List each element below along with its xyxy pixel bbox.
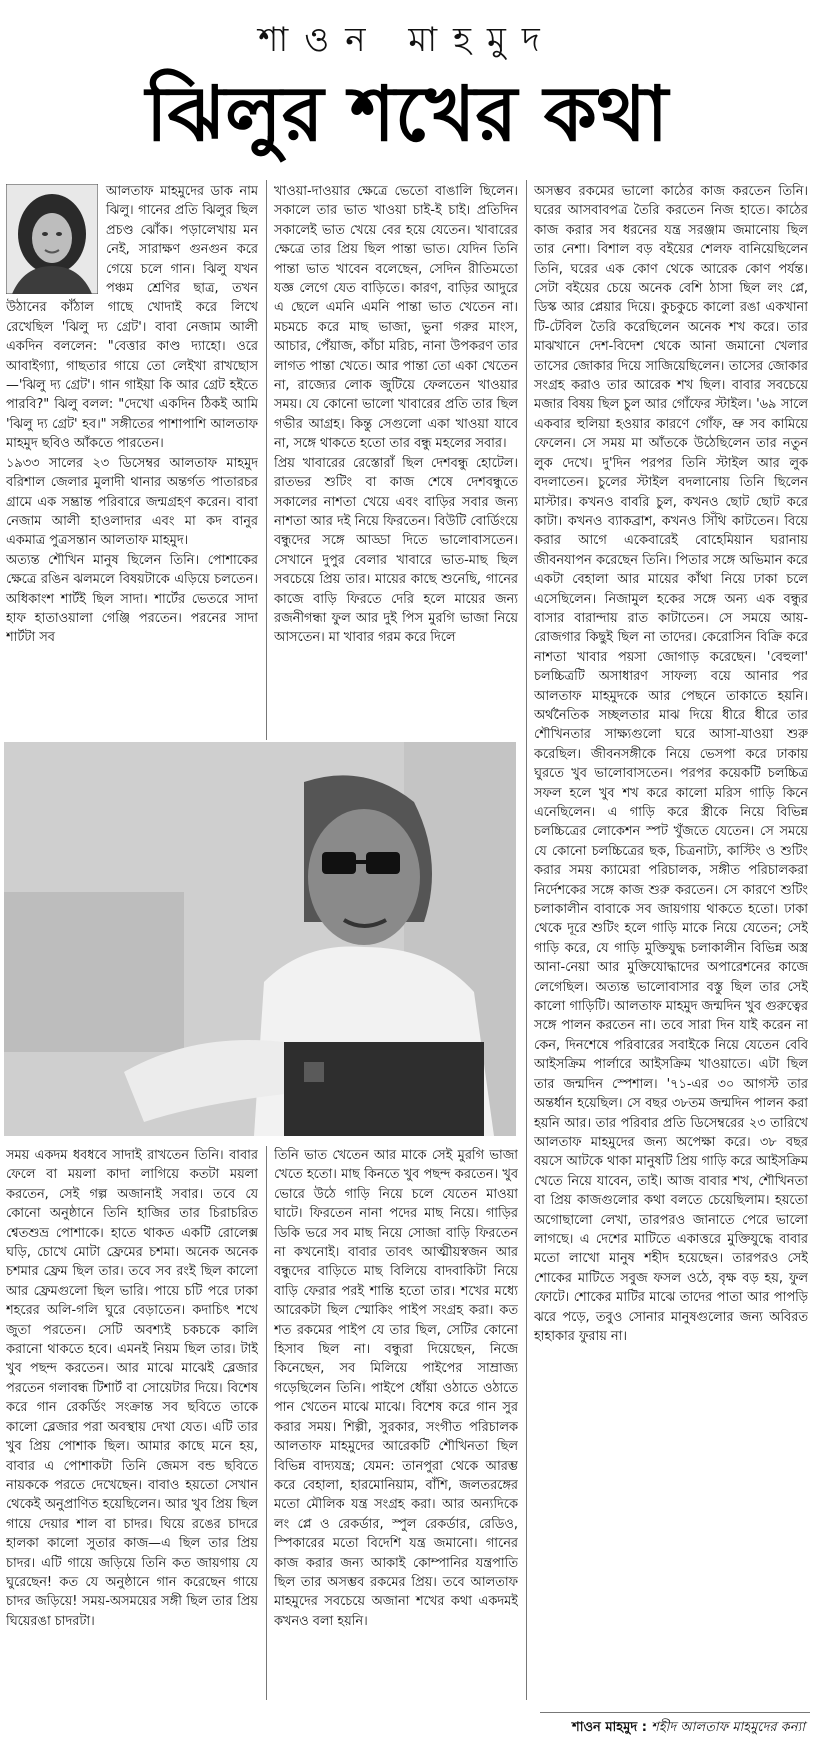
article-title: ঝিলুর শখের কথা: [145, 69, 669, 158]
paragraph: অত্যন্ত শৌখিন মানুষ ছিলেন তিনি। পোশাকের ক্ষেত্রে রঙিন ঝলমলে বিষয়টাকে এড়িয়ে চলতেন। অধিকাংশ শার্টই ছিল সাদা। শার্টের ভেতরে সাদা হাফ হাতাওয়ালা গেঞ্জি পরতেন। পরনের সাদা শার্টটা সব: [6, 552, 258, 646]
column-rule: [526, 180, 527, 1700]
column-rule: [266, 180, 267, 740]
paragraph: অসম্ভব রকমের ভালো কাঠের কাজ করতেন তিনি। ঘরের আসবাবপত্র তৈরি করতেন নিজ হাতে। কাঠের কাজ করার সব ধরনের যন্ত্র সরঞ্জাম জমানোয় ছিল তার নেশা। বিশাল বড় বইয়ের শেলফ বানিয়েছিলেন তিনি, ঘরের এক কোণ থেকে আরেক কোণ পর্যন্ত। সেটা বইয়ের চেয়ে অনেক বেশি ঠাসা ছিল লং প্লে, ডিস্ক আর প্লেয়ার দিয়ে। কুচকুচে কালো রঙা একখানা টি-টেবিল তৈরি করেছিলেন অনেক শখ করে। তার মাঝখানে দেশ-বিদেশ থেকে আনা জমানো খেলার তাসের জোকার দিয়ে সাজিয়েছিলেন। তাসের জোকার সংগ্রহ করাও তার আরেক শখ ছিল। বাবার সবচেয়ে মজার বিষয় ছিল চুল আর গোঁফের স্টাইল। '৬৯ সালে একবার হুলিয়া হওয়ার কারণে গোঁফ, ভ্রু সব কামিয়ে ফেলেন। সে সময় মা আঁতকে উঠেছিলেন তার নতুন লুক দেখে। দু'দিন পরপর তিনি স্টাইল আর লুক বদলাতেন। চুলের স্টাইল বদলানোয় তিনি ছিলেন মাস্টার। কখনও বাবরি চুল, কখনও ছোট ছোট করে কাটা। কখনও ব্যাকব্রাশ, কখনও সিঁথি কাটতেন। বিয়ে করার আগে একেবারেই বোহেমিয়ান ঘরানায় জীবনযাপন করেছেন তিনি। পিতার সঙ্গে অভিমান করে একটা বেহালা আর মায়ের কাঁথা নিয়ে ঢাকা চলে এসেছিলেন। নিজামুল হকের সঙ্গে অন্য এক বন্ধুর বাসার বারান্দায় রাত কাটাতেন। সে সময়ে আয়-রোজগার কিছুই ছিল না তাদের। কেরোসিন বিক্রি করে নাশতা খাবার পয়সা জোগাড় করেছেন। 'বেহুলা' চলচ্চিত্রটি অসাধারণ সাফল্য বয়ে আনার পর আলতাফ মাহমুদকে আর পেছনে তাকাতে হয়নি। অর্থনৈতিক সচ্ছলতার মাঝ দিয়ে ধীরে ধীরে তার শৌখিনতার সাক্ষ্যগুলো ঘরে আসা-যাওয়া শুরু করেছিল। জীবনসঙ্গীকে নিয়ে ভেসপা করে ঢাকায় ঘুরতে খুব ভালোবাসতেন। পরপর কয়েকটি চলচ্চিত্র সফল হলে খুব শখ করে কালো মরিস গাড়ি কিনে এনেছিলেন। এ গাড়ি করে স্ত্রীকে নিয়ে বিভিন্ন চলচ্চিত্রের লোকেশন স্পট খুঁজতে যেতেন। সে সময়ে যে কোনো চলচ্চিত্রের ছক, চিত্রনাট্য, কাস্টিং ও শুটিং করার সময় ক্যামেরা পরিচালক, সঙ্গীত পরিচালকরা নির্দেশকের সঙ্গে কাজ শুরু করতেন। সে কারণে শুটিং চলাকালীন বাবাকে সব জায়গায় থাকতে হতো। ঢাকা থেকে দূরে শুটিং হলে গাড়ি মাকে নিয়ে যেতেন; সেই গাড়ি করে, যে গাড়ি মুক্তিযুদ্ধ চলাকালীন বিভিন্ন অস্ত্র আনা-নেয়া আর মুক্তিযোদ্ধাদের অপারেশনের কাজে লেগেছিল। অত্যন্ত ভালোবাসার বস্তু ছিল তার সেই কালো গাড়িটি। আলতাফ মাহমুদ জন্মদিন খুব গুরুত্বের সঙ্গে পালন করতেন না। তবে সারা দিন যাই করেন না কেন, দিনশেষে পরিবারের সবাইকে নিয়ে যেতেন বেবি আইসক্রিম পার্লারে আইসক্রিম খাওয়াতে। এটা ছিল তার জন্মদিন স্পেশাল। '৭১-এর ৩০ আগস্ট তার অন্তর্ধান হয়েছিল। সে বছর ৩৮তম জন্মদিন পালন করা হয়নি আর। তার পরিবার প্রতি ডিসেম্বরের ২৩ তারিখে আলতাফ মাহমুদের জন্য অপেক্ষা করে। ৩৮ বছর বয়সে আটকে থাকা মানুষটি প্রিয় গাড়ি করে আইসক্রিম খেতে নিয়ে যাবেন, তাই। আজ বাবার শখ, শৌখিনতা বা প্রিয় কাজগুলোর কথা বলতে চেয়েছিলাম। হয়তো অগোছালো লেখা, তারপরও জানাতে পেরে ভালো লাগছে। এ দেশের মাটিতে একাত্তরে মুক্তিযুদ্ধে বাবার মতো লাখো মানুষ শহীদ হয়েছেন। তারপরও সেই শোকের মাটিতে সবুজ ফসল ওঠে, বৃক্ষ বড় হয়, ফুল ফোটে। শোকের মাটির মাঝে তাদের পাতা আর পাপড়ি ঝরে পড়ে, তবুও সোনার মানুষগুলোর জন্য অবিরত হাহাকার ফুরায় না।: [534, 184, 808, 1344]
altaf-mahmud-photo: [4, 742, 516, 1136]
column-rule: [266, 1146, 267, 1700]
credit-note: শহীদ আলতাফ মাহমুদের কন্যা: [651, 1720, 806, 1735]
paragraph: আলতাফ মাহমুদের ডাক নাম ঝিলু। গানের প্রতি ঝিলুর ছিল প্রচণ্ড ঝোঁক। পড়ালেখায় মন নেই, সারাক্ষণ গুনগুন করে গেয়ে চলে গান। ঝিলু যখন পঞ্চম শ্রেণির ছাত্র, তখন উঠানের কাঁঠাল গাছে খোদাই করে লিখে রেখেছিল 'ঝিলু দ্য গ্রেট'। বাবা নেজাম আলী একদিন বললেন: "বেত্তার কাণ্ড দ্যাহো। ওরে আবাইগ্যা, গাছতার গায়ে তো লেইখা রাখছোস—'ঝিলু দ্য গ্রেট'। গান গাইয়া কি আর গ্রেট হইতে পারবি?" ঝিলু বলল: "দেখো একদিন ঠিকই আমি 'ঝিলু দ্য গ্রেট' হব।" সঙ্গীতের পাশাপাশি আলতাফ মাহমুদ ছবিও আঁকতে পারতেন।: [6, 184, 258, 452]
author-byline: শাওন মাহমুদ: [258, 20, 556, 60]
footer-rule: [540, 1712, 810, 1713]
paragraph: সময় একদম ধবধবে সাদাই রাখতেন তিনি। বাবার ফেলে বা ময়লা কাদা লাগিয়ে কতটা ময়লা করতেন, সেই গল্প অজানাই সবার। তবে যে কোনো অনুষ্ঠানে তিনি হাজির তার চিরাচরিত শ্বেতশুভ্র পোশাকে। হাতে থাকত একটি রোলেক্স ঘড়ি, চোখে মোটা ফ্রেমের চশমা। অনেক অনেক চশমার ফ্রেম ছিল তার। তবে সব রংই ছিল কালো আর ফ্রেমগুলো ছিল ভারি। পায়ে চটি পরে ঢাকা শহরের অলি-গলি ঘুরে বেড়াতেন। কদাচিৎ শখে জুতা পরতেন। সেটি অবশ্যই চকচকে কালি করানো থাকতে হবে। এমনই নিয়ম ছিল তার। টাই খুব পছন্দ করতেন। আর মাঝে মাঝেই ব্লেজার পরতেন গলাবন্ধ টিশার্ট বা সোয়েটার দিয়ে। বিশেষ করে গান রেকর্ডিং সংক্রান্ত সব ছবিতে তাকে কালো ব্লেজার পরা অবস্থায় দেখা যেত। এটি তার খুব প্রিয় পোশাক ছিল। আমার কাছে মনে হয়, বাবার এ পোশাকটা তিনি জেমস বন্ড ছবিতে নায়ককে পরতে দেখেছেন। বাবাও হয়তো সেখান থেকেই অনুপ্রাণিত হয়েছিলেন। আর খুব প্রিয় ছিল গায়ে দেয়ার শাল বা চাদর। ঘিয়ে রঙের চাদরে হালকা কালো সুতার কাজ—এ ছিল তার প্রিয় চাদর। এটি গায়ে জড়িয়ে তিনি কত জায়গায় যে ঘুরেছেন! কত যে অনুষ্ঠানে গান করেছেন গায়ে চাদর জড়িয়ে! সময়-অসময়ের সঙ্গী ছিল তার প্রিয় ঘিয়েরঙা চাদরটা।: [6, 1148, 258, 1629]
author-credit: [572, 1718, 812, 1739]
column-3: [534, 182, 808, 1708]
column-2-bottom: [274, 1146, 518, 1742]
author-portrait-photo: [6, 184, 98, 294]
paragraph: প্রিয় খাবারের রেস্তোরাঁ ছিল দেশবন্ধু হোটেল। রাতভর শুটিং বা কাজ শেষে দেশবন্ধুতে সকালের নাশতা খেয়ে এবং বাড়ির সবার জন্য নাশতা আর দই নিয়ে ফিরতেন। বিউটি বোর্ডিংয়ে বন্ধুদের সঙ্গে আড্ডা দিতে ভালোবাসতেন। সেখানে দুপুর বেলার খাবারে ভাত-মাছ ছিল সবচেয়ে প্রিয় তার। মায়ের কাছে শুনেছি, গানের কাজে বাড়ি ফিরতে দেরি হলে মায়ের জন্য রজনীগন্ধা ফুল আর দুই পিস মুরগি ভাজা নিয়ে আসতেন। মা খাবার গরম করে দিলে: [274, 455, 518, 646]
column-1-bottom: [6, 1146, 258, 1742]
paragraph: খাওয়া-দাওয়ার ক্ষেত্রে ভেতো বাঙালি ছিলেন। সকালে তার ভাত খাওয়া চাই-ই চাই। প্রতিদিন সকালেই ভাত খেয়ে বের হয়ে যেতেন। খাবারের ক্ষেত্রে তার প্রিয় ছিল পান্তা ভাত। যেদিন তিনি পান্তা ভাত খাবেন বলেছেন, সেদিন রীতিমতো যজ্ঞ লেগে যেত বাড়িতে। কারণ, বাড়ির আদুরে এ ছেলে এমনি এমনি পান্তা ভাত খেতেন না। মচমচে করে মাছ ভাজা, ভুনা গরুর মাংস, আচার, পেঁয়াজ, কাঁচা মরিচ, নানা উপকরণ তার লাগত পান্তা খেতে। আর পান্তা তো একা খেতেন না, রাজ্যের লোক জুটিয়ে ফেলতেন খাওয়ার সময়। যে কোনো ভালো খাবারের প্রতি তার ছিল গভীর আগ্রহ। কিন্তু সেগুলো একা খাওয়া যাবে না, সঙ্গে থাকতে হতো তার বন্ধু মহলের সবার।: [274, 184, 518, 452]
credit-author: শাওন মাহমুদ :: [572, 1720, 647, 1735]
column-1-top: [6, 182, 258, 734]
paragraph: ১৯৩৩ সালের ২৩ ডিসেম্বর আলতাফ মাহমুদ বরিশাল জেলার মুলাদী থানার অন্তর্গত পাতারচর গ্রামে এক সম্ভ্রান্ত পরিবারে জন্মগ্রহণ করেন। বাবা নেজাম আলী হাওলাদার এবং মা কদ বানুর একমাত্র পুত্রসন্তান আলতাফ মাহমুদ।: [6, 455, 258, 549]
column-2-top: [274, 182, 518, 734]
paragraph: তিনি ভাত খেতেন আর মাকে সেই মুরগি ভাজা খেতে হতো। মাছ কিনতে খুব পছন্দ করতেন। খুব ভোরে উঠে গাড়ি নিয়ে চলে যেতেন মাওয়া ঘাটে। ফিরতেন নানা পদের মাছ নিয়ে। গাড়ির ডিকি ভরে সব মাছ নিয়ে সোজা বাড়ি ফিরতেন না কখনোই। বাবার তাবৎ আত্মীয়স্বজন আর বন্ধুদের বাড়িতে মাছ বিলিয়ে বাদবাকিটা নিয়ে বাড়ি ফেরার পরই শান্তি হতো তার। শখের মধ্যে আরেকটা ছিল স্মোকিং পাইপ সংগ্রহ করা। কত শত রকমের পাইপ যে তার ছিল, সেটির কোনো হিসাব ছিল না। বন্ধুরা দিয়েছেন, নিজে কিনেছেন, সব মিলিয়ে পাইপের সাম্রাজ্য গড়েছিলেন তিনি। পাইপে ধোঁয়া ওঠাতে ওঠাতে পান খেতেন মাঝে মাঝে। বিশেষ করে গান সুর করার সময়। শিল্পী, সুরকার, সংগীত পরিচালক আলতাফ মাহমুদের আরেকটি শৌখিনতা ছিল বিভিন্ন বাদ্যযন্ত্র; যেমন: তানপুরা থেকে আরম্ভ করে বেহালা, হারমোনিয়াম, বাঁশি, জলতরঙ্গের মতো মৌলিক যন্ত্র সংগ্রহ করা। আর অন্যদিকে লং প্লে ও রেকর্ডার, স্পুল রেকর্ডার, রেডিও, স্পিকারের মতো বিদেশি যন্ত্র জমানো। গানের কাজ করার জন্য আকাই কোম্পানির যন্ত্রপাতি ছিল তার অসম্ভব রকমের প্রিয়। তবে আলতাফ মাহমুদের সবচেয়ে অজানা শখের কথা একদমই কখনও বলা হয়নি।: [274, 1148, 518, 1629]
